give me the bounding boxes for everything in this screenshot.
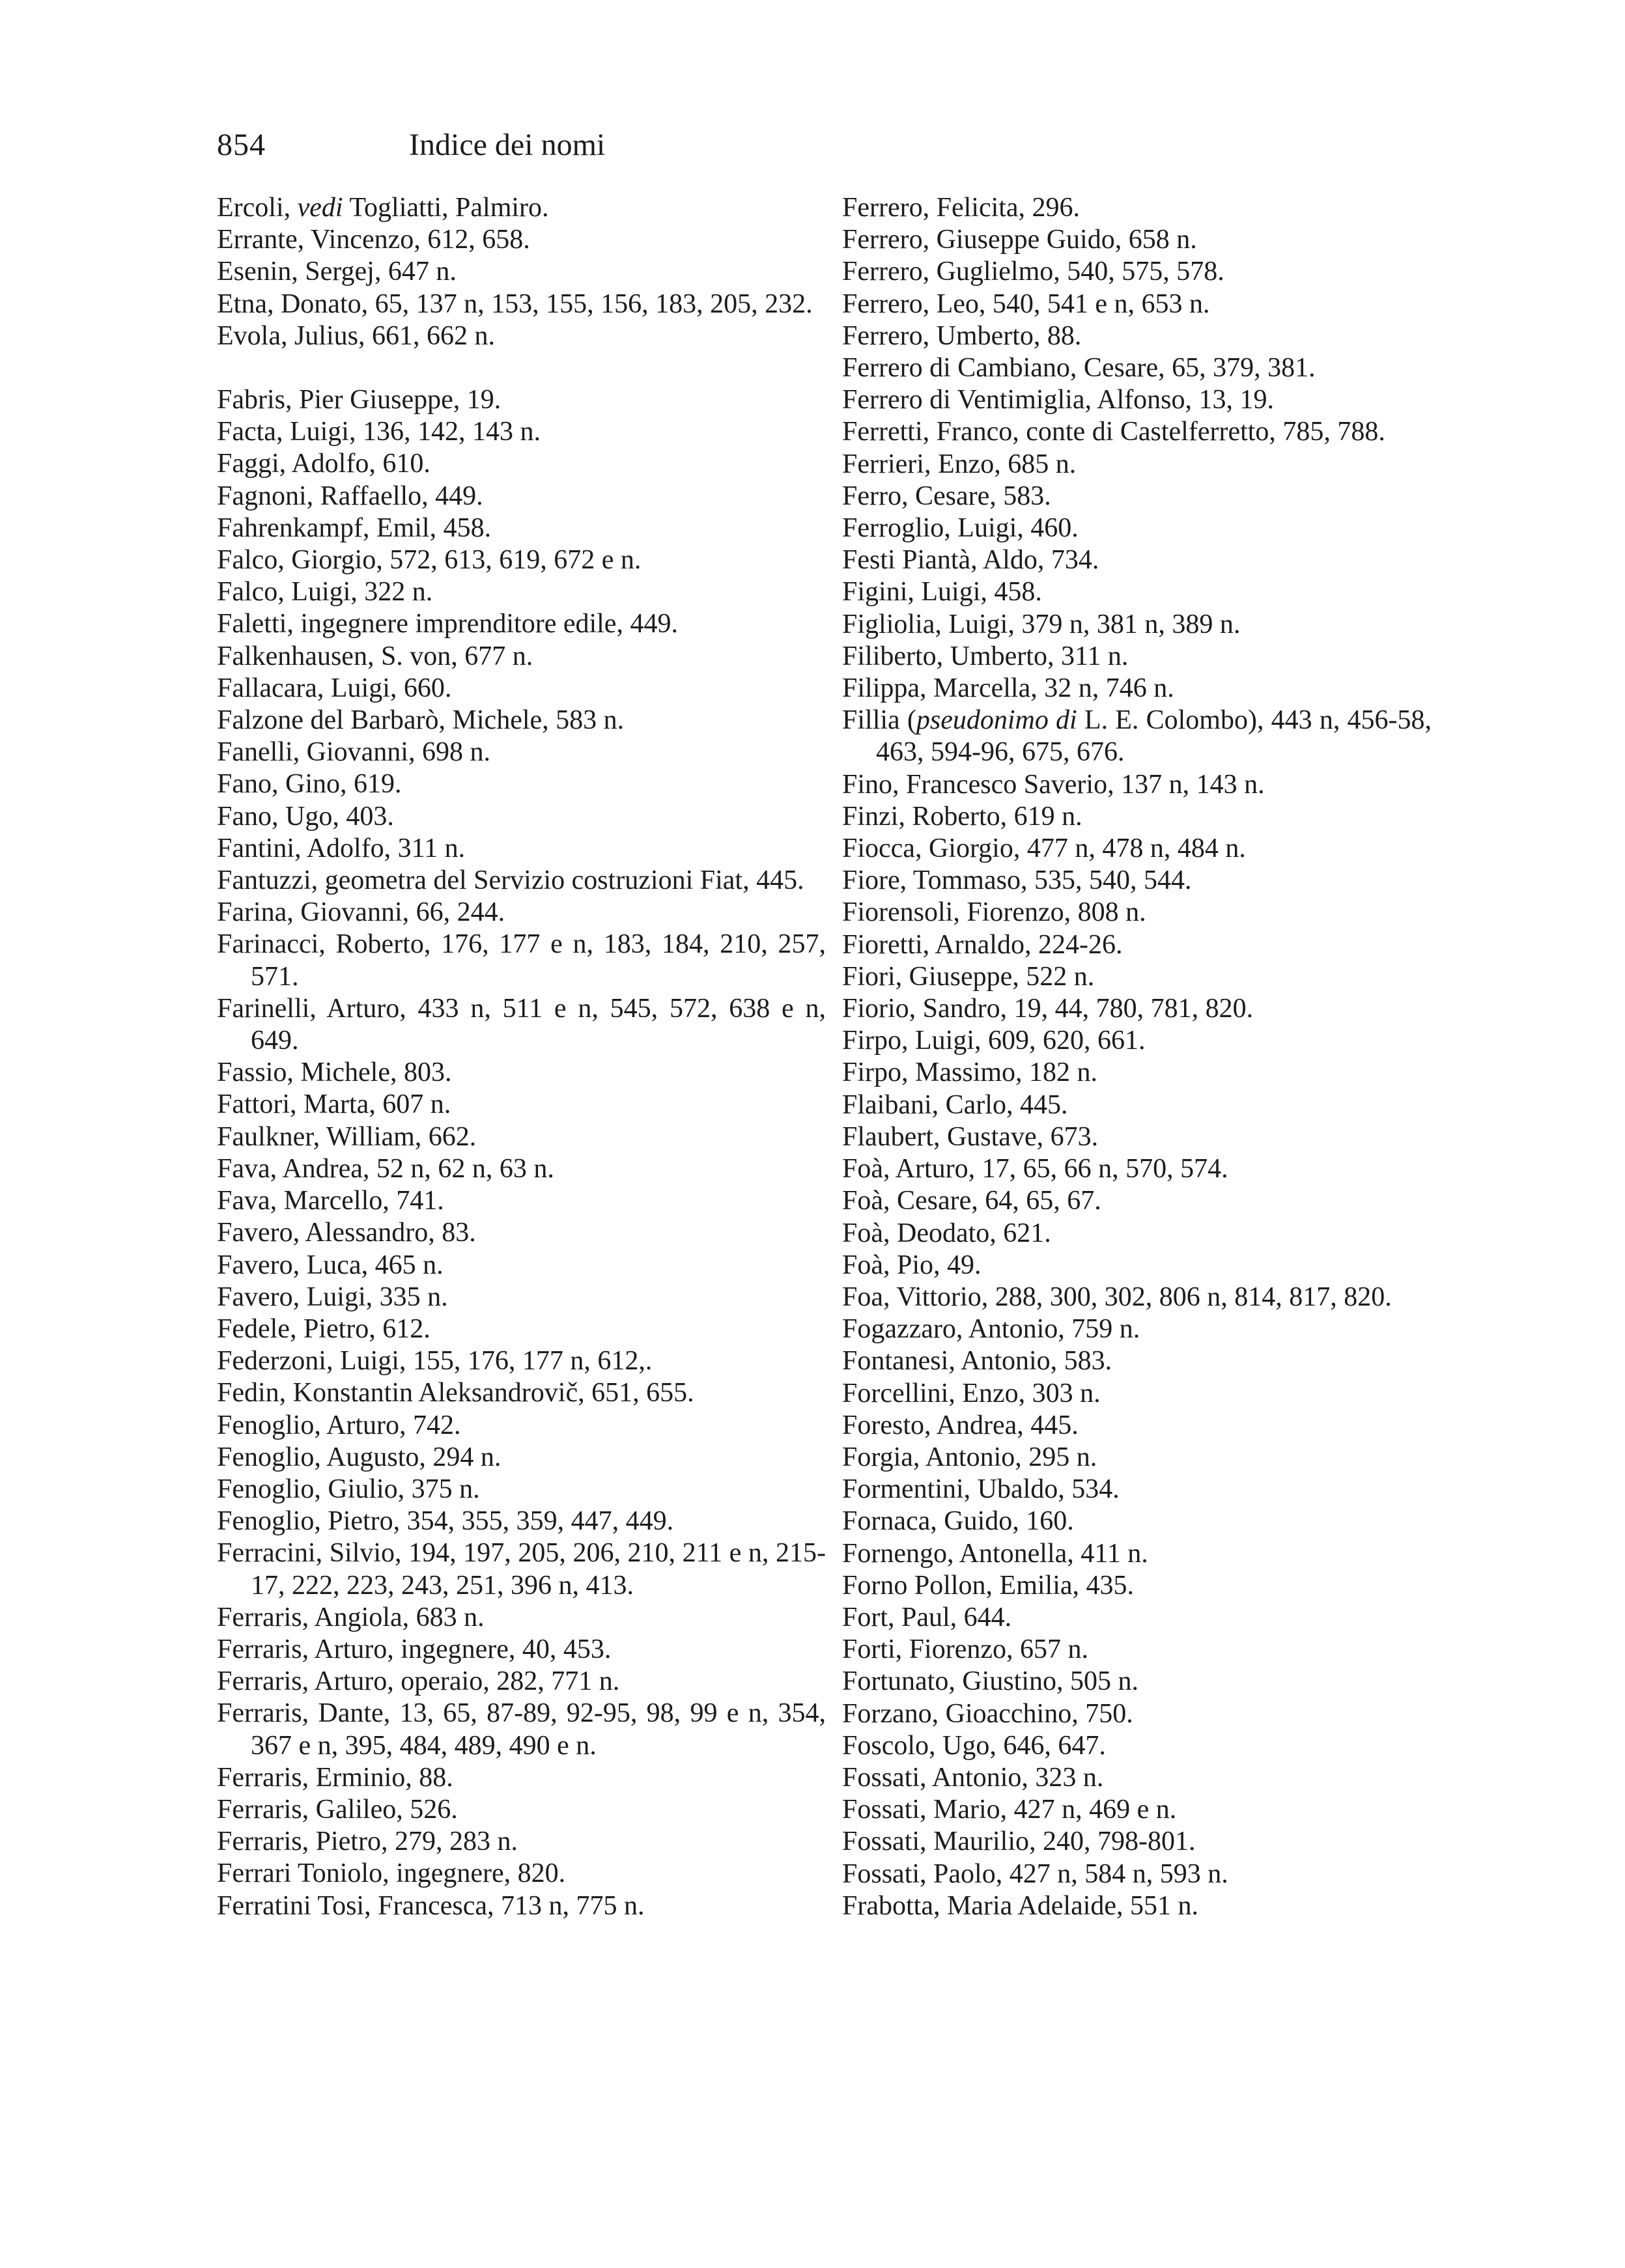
index-entry: Ferrero, Umberto, 88. xyxy=(842,320,1082,351)
index-entry: Faulkner, William, 662. xyxy=(217,1121,477,1152)
index-entry: Firpo, Luigi, 609, 620, 661. xyxy=(842,1026,1146,1056)
index-entry: Ferraris, Erminio, 88. xyxy=(217,1762,453,1793)
index-entry: Fava, Andrea, 52 n, 62 n, 63 n. xyxy=(217,1153,554,1184)
index-entry: Errante, Vincenzo, 612, 658. xyxy=(217,225,530,255)
index-entry: Filiberto, Umberto, 311 n. xyxy=(842,641,1129,671)
index-entry: Formentini, Ubaldo, 534. xyxy=(842,1474,1120,1505)
index-entry: Facta, Luigi, 136, 142, 143 n. xyxy=(217,417,541,447)
index-entry: Faletti, ingegnere imprenditore edile, 449. xyxy=(217,609,678,639)
index-entry: Ferraris, Arturo, operaio, 282, 771 n. xyxy=(217,1666,620,1697)
index-entry: Ferraris, Galileo, 526. xyxy=(217,1794,458,1825)
index-entry: Ferroglio, Luigi, 460. xyxy=(842,513,1079,544)
index-column-right xyxy=(842,192,1432,1922)
index-entry: Ferrero di Cambiano, Cesare, 65, 379, 381. xyxy=(842,353,1316,384)
index-entry: Fiocca, Giorgio, 477 n, 478 n, 484 n. xyxy=(842,833,1246,864)
index-entry: Festi Piantà, Aldo, 734. xyxy=(842,545,1099,576)
index-entry-text: Ercoli, xyxy=(217,193,298,223)
index-entry: Ferraris, Arturo, ingegnere, 40, 453. xyxy=(217,1634,612,1664)
index-entry: Fedele, Pietro, 612. xyxy=(217,1313,431,1344)
index-entry: Fava, Marcello, 741. xyxy=(217,1186,444,1216)
index-entry: Ferrero di Ventimiglia, Alfonso, 13, 19. xyxy=(842,385,1274,415)
index-entry: Fossati, Antonio, 323 n. xyxy=(842,1762,1104,1793)
index-entry: Fontanesi, Antonio, 583. xyxy=(842,1346,1112,1377)
index-entry: Foa, Vittorio, 288, 300, 302, 806 n, 814, 817, 820. xyxy=(842,1281,1392,1312)
index-entry: Foà, Pio, 49. xyxy=(842,1250,982,1280)
index-column-left xyxy=(217,192,826,1922)
index-entry: Favero, Luigi, 335 n. xyxy=(217,1281,448,1312)
index-entry: Farina, Giovanni, 66, 244. xyxy=(217,897,505,928)
index-entry: Falco, Giorgio, 572, 613, 619, 672 e n. xyxy=(217,545,642,576)
index-entry: Foà, Cesare, 64, 65, 67. xyxy=(842,1186,1101,1216)
index-entry: Fiori, Giuseppe, 522 n. xyxy=(842,961,1095,992)
index-entry: Ferretti, Franco, conte di Castelferretto, 785, 788. xyxy=(842,417,1385,447)
index-entry: Fenoglio, Pietro, 354, 355, 359, 447, 449. xyxy=(217,1506,674,1537)
index-entry: Fenoglio, Giulio, 375 n. xyxy=(217,1474,480,1504)
index-entry: Foscolo, Ugo, 646, 647. xyxy=(842,1730,1106,1761)
index-entry: Filippa, Marcella, 32 n, 746 n. xyxy=(842,673,1174,704)
index-entry: Flaubert, Gustave, 673. xyxy=(842,1121,1099,1152)
index-entry: Etna, Donato, 65, 137 n, 153, 155, 156, 183, 205, 232. xyxy=(217,288,813,319)
index-entry: Fort, Paul, 644. xyxy=(842,1602,1012,1632)
index-entry: Ferraris, Dante, 13, 65, 87-89, 92-95, 98, 99 e n, 354, 367 e n, 395, 484, 489, 490 e n. xyxy=(217,1698,826,1761)
index-entry: Fabris, Pier Giuseppe, 19. xyxy=(217,385,502,415)
index-entry: Fedin, Konstantin Aleksandrovič, 651, 655. xyxy=(217,1378,694,1408)
index-entry: Fino, Francesco Saverio, 137 n, 143 n. xyxy=(842,769,1265,800)
index-entry: Fenoglio, Augusto, 294 n. xyxy=(217,1442,502,1472)
page-number: 854 xyxy=(217,128,266,162)
index-entry: Fossati, Paolo, 427 n, 584 n, 593 n. xyxy=(842,1858,1228,1889)
index-entry: Ferratini Tosi, Francesca, 713 n, 775 n. xyxy=(217,1890,645,1921)
index-entry: Fantuzzi, geometra del Servizio costruzioni Fiat, 445. xyxy=(217,865,804,896)
index-entry: Farinelli, Arturo, 433 n, 511 e n, 545, 572, 638 e n, 649. xyxy=(217,993,826,1056)
index-entry: Fossati, Mario, 427 n, 469 e n. xyxy=(842,1795,1177,1825)
running-head: Indice dei nomi xyxy=(409,128,606,162)
index-entry: Evola, Julius, 661, 662 n. xyxy=(217,320,495,351)
index-entry: Ferraris, Pietro, 279, 283 n. xyxy=(217,1827,518,1857)
index-entry: Forzano, Gioacchino, 750. xyxy=(842,1698,1133,1729)
index-entry: Farinacci, Roberto, 176, 177 e n, 183, 184, 210, 257, 571. xyxy=(217,929,826,992)
index-entry: Fornaca, Guido, 160. xyxy=(842,1506,1074,1537)
index-entry: Fiorensoli, Fiorenzo, 808 n. xyxy=(842,897,1146,928)
index-entry: Fenoglio, Arturo, 742. xyxy=(217,1410,461,1440)
index-entry: Ferrero, Felicita, 296. xyxy=(842,193,1081,223)
index-entry: Fano, Ugo, 403. xyxy=(217,801,394,832)
index-entry-text: Fillia ( xyxy=(842,705,916,736)
index-entry-text: Togliatti, Palmiro. xyxy=(343,193,549,223)
index-entry: Fassio, Michele, 803. xyxy=(217,1057,452,1088)
index-entry: Federzoni, Luigi, 155, 176, 177 n, 612,. xyxy=(217,1346,653,1377)
index-entry: Foà, Deodato, 621. xyxy=(842,1218,1051,1248)
index-entry: Fantini, Adolfo, 311 n. xyxy=(217,833,466,863)
index-entry-italic: pseudonimo di xyxy=(916,705,1077,736)
index-entry: Falco, Luigi, 322 n. xyxy=(217,577,433,608)
index-entry: Fagnoni, Raffaello, 449. xyxy=(217,481,483,511)
index-entry: Ferrero, Giuseppe Guido, 658 n. xyxy=(842,225,1197,255)
index-entry: Fahrenkampf, Emil, 458. xyxy=(217,512,492,543)
index-entry: Falzone del Barbarò, Michele, 583 n. xyxy=(217,705,625,736)
index-entry: Flaibani, Carlo, 445. xyxy=(842,1089,1068,1120)
index-entry: Figini, Luigi, 458. xyxy=(842,577,1042,608)
index-entry: Fioretti, Arnaldo, 224-26. xyxy=(842,929,1123,960)
index-entry: Fogazzaro, Antonio, 759 n. xyxy=(842,1314,1140,1345)
index-entry: Ferrero, Guglielmo, 540, 575, 578. xyxy=(842,257,1224,287)
index-entry: Finzi, Roberto, 619 n. xyxy=(842,801,1082,832)
index-entry: Esenin, Sergej, 647 n. xyxy=(217,257,457,287)
index-entry: Fiore, Tommaso, 535, 540, 544. xyxy=(842,865,1192,896)
index-entry: Ferrero, Leo, 540, 541 e n, 653 n. xyxy=(842,288,1210,319)
index-entry: Ferraris, Angiola, 683 n. xyxy=(217,1602,485,1632)
index-entry-text: L. E. Colombo), 443 n, 456-58, 463, 594-96, 675, 676. xyxy=(876,705,1432,768)
index-entry: Ferracini, Silvio, 194, 197, 205, 206, 210, 211 e n, 215-17, 222, 223, 243, 251, 396 n, 413. xyxy=(217,1538,826,1601)
index-entry: Firpo, Massimo, 182 n. xyxy=(842,1057,1098,1088)
index-entry xyxy=(217,192,826,224)
index-entry: Forcellini, Enzo, 303 n. xyxy=(842,1378,1101,1408)
index-entry: Fossati, Maurilio, 240, 798-801. xyxy=(842,1827,1196,1857)
index-entry: Favero, Luca, 465 n. xyxy=(217,1250,444,1280)
index-entry: Ferrari Toniolo, ingegnere, 820. xyxy=(217,1858,566,1889)
index-entry: Forgia, Antonio, 295 n. xyxy=(842,1442,1097,1472)
index-entry: Fortunato, Giustino, 505 n. xyxy=(842,1666,1139,1697)
index-entry: Foresto, Andrea, 445. xyxy=(842,1410,1079,1440)
index-entry: Faggi, Adolfo, 610. xyxy=(217,449,431,479)
index-entry: Figliolia, Luigi, 379 n, 381 n, 389 n. xyxy=(842,609,1241,639)
index-entry-italic: vedi xyxy=(297,193,343,223)
index-entry: Fallacara, Luigi, 660. xyxy=(217,673,452,703)
index-entry: Falkenhausen, S. von, 677 n. xyxy=(217,641,533,671)
index-entry: Favero, Alessandro, 83. xyxy=(217,1218,476,1248)
index-entry: Fiorio, Sandro, 19, 44, 780, 781, 820. xyxy=(842,994,1254,1024)
index-entry: Fattori, Marta, 607 n. xyxy=(217,1089,451,1120)
index-entry: Fano, Gino, 619. xyxy=(217,769,402,800)
index-entry: Fornengo, Antonella, 411 n. xyxy=(842,1538,1148,1569)
index-entry: Forti, Fiorenzo, 657 n. xyxy=(842,1634,1088,1665)
index-entry: Ferrieri, Enzo, 685 n. xyxy=(842,449,1077,479)
index-entry xyxy=(842,705,1432,768)
index-entry: Ferro, Cesare, 583. xyxy=(842,481,1051,511)
index-entry: Foà, Arturo, 17, 65, 66 n, 570, 574. xyxy=(842,1154,1228,1184)
index-entry: Fanelli, Giovanni, 698 n. xyxy=(217,737,490,768)
index-entry: Frabotta, Maria Adelaide, 551 n. xyxy=(842,1890,1199,1921)
index-entry: Forno Pollon, Emilia, 435. xyxy=(842,1570,1135,1601)
